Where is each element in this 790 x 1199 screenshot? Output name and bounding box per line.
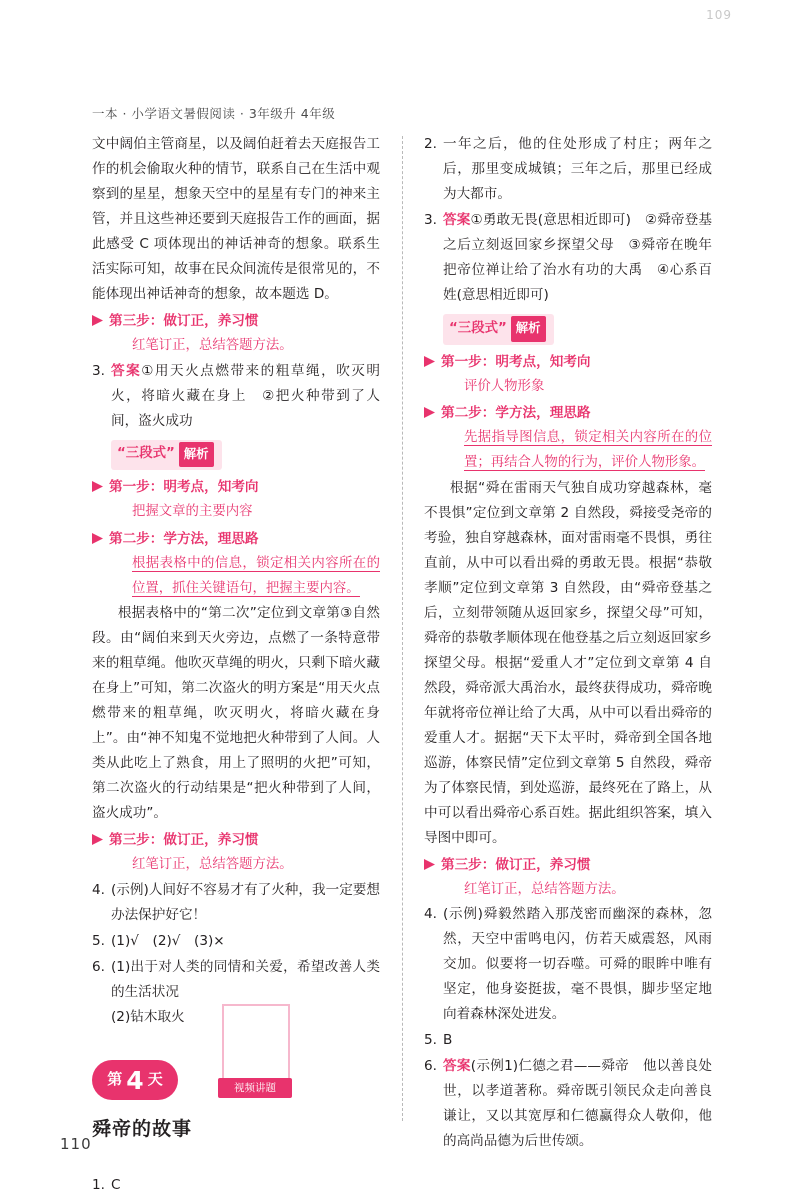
- item-body: [443, 1054, 712, 1154]
- item-number: 5.: [92, 933, 105, 950]
- step-heading-label: 第二步：学方法，理思路: [441, 405, 591, 422]
- day-suffix: 天: [147, 1070, 163, 1089]
- answer-label: 答案: [443, 212, 471, 228]
- item-body: C: [111, 1177, 121, 1194]
- step-note: 红笔订正，总结答题方法。: [132, 857, 293, 873]
- step-method-note: [92, 552, 380, 601]
- two-column-body: [92, 132, 712, 1194]
- item-number: 4.: [424, 906, 437, 923]
- step-heading-2: [424, 401, 712, 426]
- item-body-line1: (1)出于对人类的同情和关爱，希望改善人类的生活状况: [111, 959, 380, 1001]
- top-page-number: 109: [706, 8, 732, 22]
- step-heading-label: 第三步：做订正，养习惯: [441, 856, 591, 873]
- column-divider: [402, 136, 403, 1121]
- answer-label: 答案: [443, 1058, 471, 1075]
- item-body: 一年之后，他的住处形成了村庄；两年之后，那里变成城镇；三年之后，那里已经成为大都市。: [443, 136, 712, 202]
- day-prefix: 第: [107, 1070, 123, 1089]
- item-number: 5.: [424, 1032, 437, 1049]
- step-heading-label: 第二步：学方法，理思路: [109, 531, 259, 548]
- answer-text: ①勇敢无畏(意思相近即可) ②舜帝登基之后立刻返回家乡探望父母 ③舜帝在晚年把帝位禅让给了治水有功的大禹 ④心系百姓(意思相近即可): [443, 212, 712, 303]
- step-heading-1: [424, 350, 712, 375]
- triangle-right-icon: [424, 859, 441, 870]
- analysis-badge-label: 解析: [179, 442, 214, 468]
- item-body-line2: (2)钻木取火: [111, 1009, 185, 1026]
- step-note: 评价人物形象: [464, 378, 545, 394]
- step-heading-2: [92, 527, 380, 552]
- item-body: [443, 208, 712, 308]
- step-heading-3: [92, 309, 380, 334]
- answer-item-1: [92, 1173, 380, 1198]
- step-heading-label: 第三步：做订正，养习惯: [109, 832, 259, 849]
- analysis-badge: [111, 440, 222, 471]
- answer-item-2: [424, 132, 712, 207]
- item-body: (1)√ (2)√ (3)×: [111, 933, 225, 950]
- item-number: 6.: [92, 959, 105, 976]
- analysis-badge-label: 解析: [511, 316, 546, 342]
- day-badge: [92, 1060, 178, 1100]
- triangle-right-icon: [92, 533, 109, 544]
- answer-item-6: [424, 1054, 712, 1154]
- triangle-right-icon: [424, 407, 441, 418]
- bottom-page-number: 110: [60, 1135, 92, 1153]
- step-heading-3b: [92, 828, 380, 853]
- triangle-right-icon: [92, 481, 109, 492]
- item-number: 4.: [92, 882, 105, 899]
- day-title: 舜帝的故事: [92, 1118, 193, 1141]
- triangle-right-icon: [424, 356, 441, 367]
- answer-item-3: [92, 359, 380, 434]
- item-body: (示例)舜毅然踏入那茂密而幽深的森林，忽然，天空中雷鸣电闪，仿若天威震怒，风雨交加。似要将一切吞噬。可舜的眼眸中唯有坚定，他身姿挺拔，毫不畏惧，脚步坚定地向着森林深处进发。: [443, 906, 712, 1023]
- item-number: 1.: [92, 1177, 105, 1194]
- analysis-paragraph: 根据“舜在雷雨天气独自成功穿越森林，毫不畏惧”定位到文章第 2 自然段，舜接受尧帝的考验，独自穿越森林，面对雷雨毫不畏惧，勇往直前，从中可以看出舜的勇敢无畏。根据“恭敬孝顺”定位到文章第 3 自然段，由“舜帝登基之后，立刻带领随从返回家乡，探望父母”可知，舜帝的恭敬孝顺体现在他登基之后立刻返回家乡探望父母。根据“爱重人才”定位到文章第 4 自然段，舜帝派大禹治水，最终获得成功，舜帝晚年就将帝位禅让给了大禹，从中可以看出舜帝的爱重人才。据据“天下太平时，舜帝到全国各地巡游，体察民情”定位到文章第 5 自然段，舜帝为了体察民情，到处巡游，最终死在了路上，从中可以看出舜帝心系百姓。据此组织答案，填入导图中即可。: [424, 479, 712, 846]
- step-note: 把握文章的主要内容: [132, 504, 253, 520]
- answer-item-5: [92, 929, 380, 954]
- answer-item-4: [424, 902, 712, 1027]
- item-number: 6.: [424, 1058, 437, 1075]
- answer-item-5: [424, 1028, 712, 1053]
- step-method-text: 根据表格中的信息，锁定相关内容所在的位置，抓住关键语句，把握主要内容。: [132, 556, 380, 596]
- answer-item-4: [92, 878, 380, 928]
- qr-code-icon[interactable]: [222, 1004, 290, 1088]
- answer-text: ①用天火点燃带来的粗草绳，吹灭明火，将暗火藏在身上 ②把火种带到了人间，盗火成功: [111, 362, 381, 429]
- analysis-badge-quote: “三段式”: [117, 446, 175, 462]
- step-heading-3: [424, 853, 712, 878]
- answer-text: (示例1)仁德之君——舜帝 他以善良处世，以孝道著称。舜帝既引领民众走向善良谦让，又以其宽厚和仁德赢得众人敬仰，他的高尚品德为后世传颂。: [443, 1058, 712, 1150]
- item-number: 3.: [92, 362, 105, 379]
- analysis-badge: [443, 314, 554, 345]
- right-column: [424, 132, 712, 1155]
- video-lecture-caption[interactable]: 视频讲题: [218, 1078, 292, 1098]
- item-body: B: [443, 1032, 453, 1049]
- step-heading-1: [92, 475, 380, 500]
- step-heading-label: 第一步：明考点，知考向: [109, 479, 259, 496]
- answer-label: 答案: [111, 362, 142, 379]
- item-body: (示例)人间好不容易才有了火种，我一定要想办法保护好它！: [111, 882, 380, 924]
- step-note: 红笔订正，总结答题方法。: [132, 338, 293, 353]
- item-body: [111, 359, 380, 434]
- day-number: 4: [126, 1065, 144, 1095]
- item-number: 2.: [424, 136, 437, 152]
- step-note: 红笔订正，总结答题方法。: [464, 881, 625, 897]
- triangle-right-icon: [92, 315, 109, 326]
- analysis-paragraph: 根据表格中的“第二次”定位到文章第③自然段。由“阔伯来到天火旁边，点燃了一条特意带来的粗草绳。他吹灭草绳的明火，只剩下暗火藏在身上”可知，第二次盗火的明方案是“用天火点燃带来的粗草绳，吹灭明火，将暗火藏在身上”。由“神不知鬼不觉地把火种带到了人间。人类从此吃上了熟食，用上了照明的火把”可知，第二次盗火的行动结果是“把火种带到了人间，盗火成功”。: [92, 605, 380, 822]
- step-heading-label: 第一步：明考点，知考向: [441, 353, 591, 370]
- step-method-note: [424, 426, 712, 475]
- running-head: 一本 · 小学语文暑假阅读 · 3年级升 4年级: [92, 106, 336, 121]
- item-number: 3.: [424, 212, 437, 228]
- answer-item-3: [424, 208, 712, 308]
- step-heading-label: 第三步：做订正，养习惯: [109, 313, 259, 329]
- triangle-right-icon: [92, 834, 109, 845]
- analysis-badge-quote: “三段式”: [449, 320, 507, 336]
- step-method-text: 先据指导图信息，锁定相关内容所在的位置；再结合人物的行为，评价人物形象。: [464, 430, 712, 471]
- paragraph-continuation: 文中阔伯主管商星，以及阔伯赶着去天庭报告工作的机会偷取火种的情节，联系自己在生活中观察到的星星，想象天空中的星星有专门的神来主管，并且这些神还要到天庭报告工作的画面，据此感受 C 项体现出的神话神奇的想象。联系生活实际可知，故事在民众间流传是很常见的，不能体现出神话神奇的想象，故本题选 D。: [92, 136, 380, 302]
